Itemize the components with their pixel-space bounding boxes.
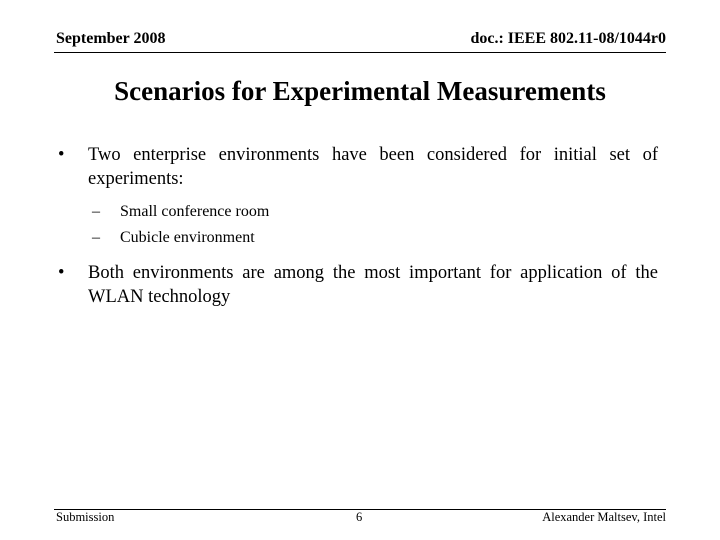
sub-bullet-mark: –	[92, 203, 100, 220]
bullet-text: Both environments are among the most important for application of the WLAN technology	[88, 263, 658, 307]
slide-title: Scenarios for Experimental Measurements	[114, 76, 606, 106]
header-date: September 2008	[56, 30, 166, 47]
header-divider	[54, 52, 666, 53]
bullet-item	[58, 143, 658, 191]
slide-body	[58, 143, 658, 309]
bullet-mark: •	[58, 145, 65, 165]
footer-author: Alexander Maltsev, Intel	[542, 510, 666, 524]
header-doc-id: doc.: IEEE 802.11-08/1044r0	[470, 30, 666, 47]
sub-bullet-mark: –	[92, 229, 100, 246]
sub-bullet-item	[92, 199, 658, 225]
sub-bullet-text: Small conference room	[120, 203, 270, 220]
sub-bullet-item	[92, 225, 658, 251]
footer-submission-label: Submission	[56, 510, 115, 524]
footer-page-number: 6	[356, 510, 363, 524]
bullet-item	[58, 261, 658, 309]
bullet-text: Two enterprise environments have been considered for initial set of experiments:	[88, 145, 658, 189]
sub-bullet-text: Cubicle environment	[120, 229, 255, 246]
sub-bullet-list	[58, 199, 658, 251]
bullet-mark: •	[58, 263, 65, 283]
